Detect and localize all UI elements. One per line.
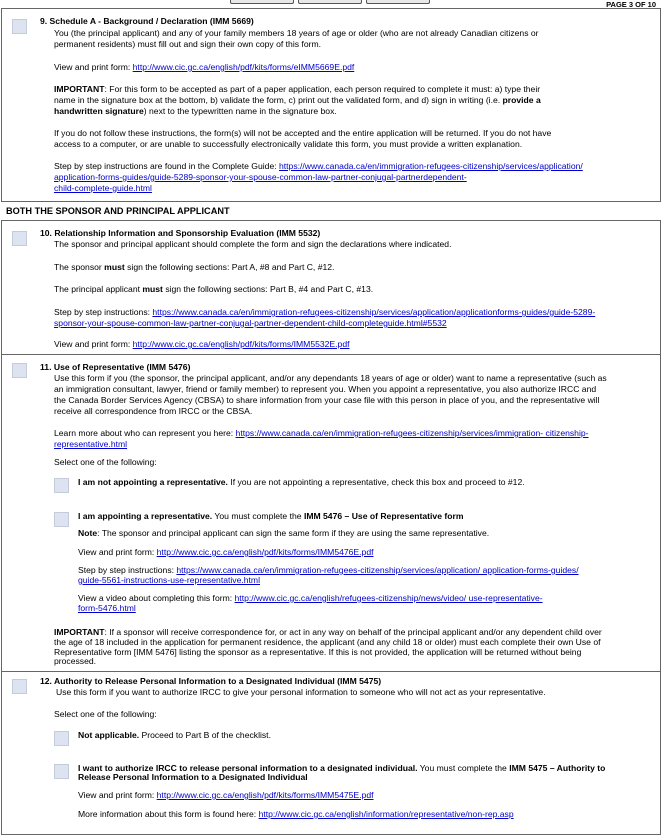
section-9-step-link-row2	[54, 172, 467, 183]
section-9-important-text-a: : For this form to be accepted as part of a paper application, each person required to complete it must: a) type their	[104, 84, 541, 94]
section-10-step-row2	[54, 318, 447, 329]
section-11-title: 11. Use of Representative (IMM 5476)	[40, 362, 191, 372]
section-10-sponsor-line	[54, 262, 334, 273]
section-11-view-link[interactable]: http://www.cic.gc.ca/english/pdf/kits/forms/IMM5476E.pdf	[156, 547, 374, 557]
section-9-step-link-3[interactable]: child-complete-guide.html	[54, 183, 152, 193]
section-12-option-authorize-line2: Release Personal Information to a Designated Individual	[78, 772, 308, 782]
section-12-option2-bold-b: IMM 5475 – Authority to	[509, 763, 606, 773]
section-9-important-bold-c: provide a	[502, 95, 541, 105]
section-11-video-label: View a video about completing this form:	[78, 593, 235, 603]
section-10-sponsor-a: The sponsor	[54, 262, 105, 272]
section-12-select: Select one of the following:	[54, 709, 157, 719]
section-11-learn-row2	[54, 439, 127, 450]
section-11-video-link-2[interactable]: form-5476.html	[78, 603, 136, 613]
section-10-step-label: Step by step instructions:	[54, 307, 153, 317]
both-applicants-header: BOTH THE SPONSOR AND PRINCIPAL APPLICANT	[6, 206, 230, 216]
section-11-option1-rest: If you are not appointing a representative, check this box and proceed to #12.	[227, 477, 525, 487]
section-12-option-authorize-checkbox[interactable]	[54, 764, 69, 779]
section-12-view-label: View and print form:	[78, 790, 157, 800]
section-9-step-link-2[interactable]: application-forms-guides/guide-5289-sponsor-your-spouse-common-law-partner-conjugal-partnerdependent-	[54, 172, 467, 182]
section-9-step-link-1[interactable]: https://www.canada.ca/en/immigration-refugees-citizenship/services/application/	[279, 161, 583, 171]
section-11-learn-row	[54, 428, 589, 439]
section-10-pa-line	[54, 284, 373, 295]
section-12-checkbox[interactable]	[12, 679, 27, 694]
section-9-important-bold-d: handwritten signature	[54, 106, 144, 116]
section-12-option1-rest: Proceed to Part B of the checklist.	[139, 730, 271, 740]
section-11-option1-bold: I am not appointing a representative.	[78, 477, 228, 487]
toolbar-button-fragment-1[interactable]	[230, 0, 294, 4]
section-11-note	[78, 528, 489, 539]
section-9-notfollow-line2: access to a computer, or are unable to successfully electronically validate this form, you must provide a written explanation.	[54, 139, 523, 149]
section-11-video-row2	[78, 603, 136, 614]
section-10-pa-b: sign the following sections: Part B, #4 and Part C, #13.	[162, 284, 374, 294]
section-11-option-appointing	[78, 511, 463, 522]
section-9-notfollow-line1: If you do not follow these instructions, the form(s) will not be accepted and the entire application will be returned. If you do not have	[54, 128, 552, 138]
section-9-view-row	[54, 62, 354, 73]
section-11-important-line3: Representative form [IMM 5476] listing the sponsor as a representative. If this is not provided, the application will be returned without being	[54, 647, 582, 657]
section-9-step-link-row3	[54, 183, 152, 194]
section-9-intro-line2: permanent residents) must fill out and sign their own copy of this form.	[54, 39, 322, 49]
page-number: PAGE 3 OF 10	[606, 0, 656, 9]
section-9-step-label: Step by step instructions are found in the Complete Guide:	[54, 161, 279, 171]
toolbar-button-fragment-2[interactable]	[298, 0, 362, 4]
section-12-option2-mid: You must complete the	[417, 763, 510, 773]
section-10-view-label: View and print form:	[54, 339, 133, 349]
section-11-note-label: Note	[78, 528, 98, 538]
section-11-important-line1	[54, 627, 602, 637]
toolbar-button-fragment-3[interactable]	[366, 0, 430, 4]
section-11-para-line4: receive all correspondence from IRCC or the CBSA.	[54, 406, 253, 416]
section-11-para-line3: the Canada Border Services Agency (CBSA) to share information from your case file with this person in place of you, and the representative will	[54, 395, 600, 405]
section-11-option2-bold: I am appointing a representative.	[78, 511, 213, 521]
section-9-important-label: IMPORTANT	[54, 84, 105, 94]
section-11-learn-link-1[interactable]: https://www.canada.ca/en/immigration-refugees-citizenship/services/immigration- citizenship-	[235, 428, 589, 438]
section-12-option-not-applicable	[78, 730, 271, 741]
section-11-option2-form: IMM 5476 – Use of Representative form	[303, 511, 464, 521]
section-11-step-row2	[78, 575, 260, 586]
section-12-option-not-applicable-checkbox[interactable]	[54, 731, 69, 746]
section-10-step-row	[54, 307, 595, 318]
section-10-checkbox[interactable]	[12, 231, 27, 246]
section-11-option-not-appointing-checkbox[interactable]	[54, 478, 69, 493]
section-12-title: 12. Authority to Release Personal Information to a Designated Individual (IMM 5475)	[40, 676, 382, 686]
section-10-pa-must: must	[142, 284, 163, 294]
section-9-checkbox[interactable]	[12, 19, 27, 34]
section-9-title: 9. Schedule A - Background / Declaration (IMM 5669)	[40, 16, 254, 26]
section-11-learn-label: Learn more about who can represent you here:	[54, 428, 236, 438]
section-9-important-text-b: name in the signature box at the bottom, b) validate the form, c) print out the validated form, and d) sign in writing (i.e.	[54, 95, 503, 105]
section-10-sponsor-must: must	[104, 262, 125, 272]
section-11-para-line1: Use this form if you (the sponsor, the principal applicant, and/or any dependants 18 years of age or older) want to name a representative (such as	[54, 373, 607, 383]
section-12-view-row	[78, 790, 374, 801]
section-9-step-row	[54, 161, 583, 172]
section-11-note-text: : The sponsor and principal applicant can sign the same form if they are using the same representative.	[97, 528, 490, 538]
section-11-select: Select one of the following:	[54, 457, 157, 467]
section-12-more-link[interactable]: http://www.cic.gc.ca/english/information/representative/non-rep.asp	[258, 809, 514, 819]
section-11-important-text1: : If a sponsor will receive correspondence for, or act in any way on behalf of the principal applicant and/or any dependent child over	[104, 627, 602, 637]
section-9-important-line1	[54, 84, 540, 95]
section-11-important-label: IMPORTANT	[54, 627, 105, 637]
section-12-view-link[interactable]: http://www.cic.gc.ca/english/pdf/kits/forms/IMM5475E.pdf	[156, 790, 374, 800]
section-11-step-link-1[interactable]: https://www.canada.ca/en/immigration-refugees-citizenship/services/application/ application-forms-guides/	[176, 565, 579, 575]
section-9-important-text-e: ) next to the typewritten name in the signature box.	[143, 106, 337, 116]
section-11-option-not-appointing	[78, 477, 525, 488]
section-10-intro: The sponsor and principal applicant should complete the form and sign the declarations where indicated.	[54, 239, 452, 249]
section-11-learn-link-2[interactable]: representative.html	[54, 439, 128, 449]
section-10-step-link-2[interactable]: sponsor-your-spouse-common-law-partner-conjugal-partner-dependent-child-completeguide.html#5532	[54, 318, 447, 328]
section-9-view-label: View and print form:	[54, 62, 133, 72]
section-11-video-link-1[interactable]: http://www.cic.gc.ca/english/refugees-citizenship/news/video/ use-representative-	[234, 593, 543, 603]
section-12-option1-bold: Not applicable.	[78, 730, 140, 740]
section-9-important-line3	[54, 106, 337, 117]
section-11-important-line2: the age of 18 included in the application for permanent residence, the applicant (and any child 18 or older) must each complete their own Use of	[54, 637, 601, 647]
section-10-sponsor-b: sign the following sections: Part A, #8 and Part C, #12.	[124, 262, 335, 272]
section-11-para-line2: an immigration consultant, lawyer, friend or family member) to represent you. When you appoint a representative, you also authorize IRCC and	[54, 384, 597, 394]
section-10-title: 10. Relationship Information and Sponsorship Evaluation (IMM 5532)	[40, 228, 321, 238]
section-9-intro-line1: You (the principal applicant) and any of your family members 18 years of age or older (who are not already Canadian citizens or	[54, 28, 539, 38]
section-10-view-link[interactable]: http://www.cic.gc.ca/english/pdf/kits/forms/IMM5532E.pdf	[132, 339, 350, 349]
section-10-step-link-1[interactable]: https://www.canada.ca/en/immigration-refugees-citizenship/services/application/applicationforms-guides/guide-5289-	[152, 307, 596, 317]
section-11-view-row	[78, 547, 374, 558]
section-10-pa-a: The principal applicant	[54, 284, 143, 294]
section-11-step-link-2[interactable]: guide-5561-instructions-use-representative.html	[78, 575, 260, 585]
section-12-more-label: More information about this form is found here:	[78, 809, 259, 819]
section-11-option2-mid: You must complete the	[212, 511, 304, 521]
section-9-important-line2	[54, 95, 541, 106]
section-10-view-row	[54, 339, 350, 350]
section-9-view-link[interactable]: http://www.cic.gc.ca/english/pdf/kits/forms/eIMM5669E.pdf	[132, 62, 355, 72]
section-11-step-label: Step by step instructions:	[78, 565, 177, 575]
section-11-option-appointing-checkbox[interactable]	[54, 512, 69, 527]
section-11-checkbox[interactable]	[12, 363, 27, 378]
section-12-option2-bold-a: I want to authorize IRCC to release personal information to a designated individual.	[78, 763, 418, 773]
section-11-important-line4: processed.	[54, 656, 97, 666]
section-11-video-row	[78, 593, 543, 604]
section-12-more-row	[78, 809, 514, 820]
section-12-intro: Use this form if you want to authorize IRCC to give your personal information to someone who will not act as your representative.	[56, 687, 546, 697]
section-11-view-label: View and print form:	[78, 547, 157, 557]
